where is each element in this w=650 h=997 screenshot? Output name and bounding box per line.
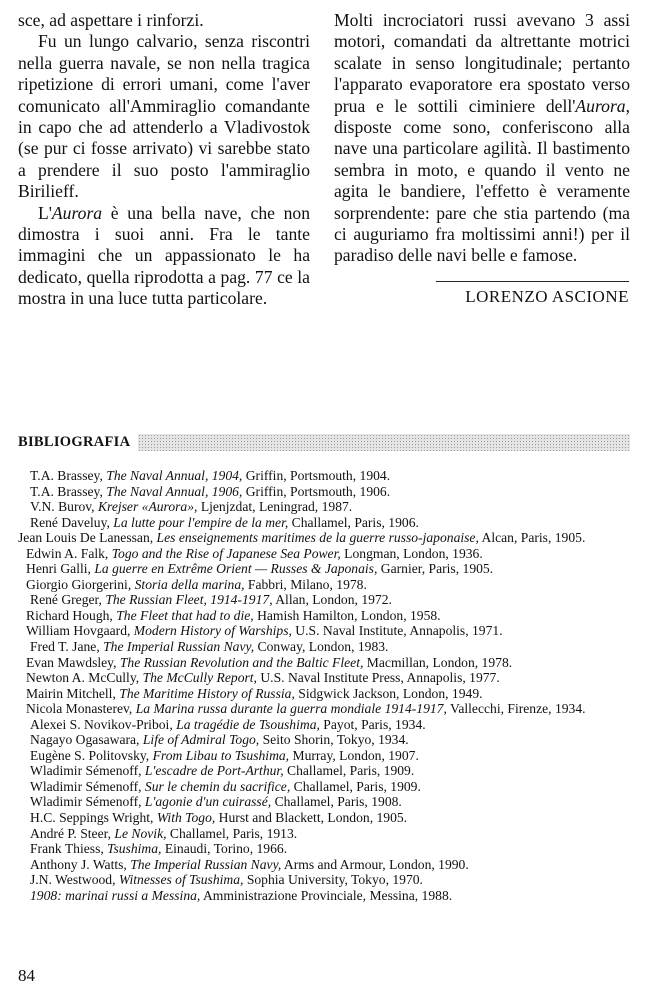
entry-title: 1908: marinai russi a Messina, bbox=[30, 887, 201, 903]
entry-author: T.A. Brassey, bbox=[30, 483, 107, 499]
entry-publication: Griffin, Portsmouth, 1906. bbox=[242, 483, 391, 499]
entry-title: Life of Admiral Togo, bbox=[142, 732, 260, 748]
entry-title: From Libau to Tsushima, bbox=[152, 747, 290, 763]
bibliography-entry bbox=[18, 623, 630, 639]
entry-title: La guerre en Extrême Orient — Russes & Japonais, bbox=[94, 561, 378, 577]
bibliography-entry bbox=[18, 826, 630, 842]
entry-publication: Allan, London, 1972. bbox=[272, 592, 392, 608]
entry-author: J.N. Westwood, bbox=[30, 872, 119, 888]
entry-author: Evan Mawdsley, bbox=[26, 654, 120, 670]
entry-title: L'agonie d'un cuirassé, bbox=[144, 794, 272, 810]
entry-publication: Challamel, Paris, 1909. bbox=[283, 763, 415, 779]
bibliography-entry bbox=[18, 763, 630, 779]
text-column-right bbox=[334, 10, 630, 267]
entry-author: Wladimir Sémenoff, bbox=[30, 794, 145, 810]
entry-publication: Longman, London, 1936. bbox=[340, 545, 483, 561]
entry-title: With Togo, bbox=[156, 810, 216, 826]
bibliography-entry bbox=[18, 484, 630, 500]
entry-publication: Macmillan, London, 1978. bbox=[363, 654, 513, 670]
paragraph bbox=[334, 10, 630, 267]
entry-title: The Naval Annual, 1904, bbox=[106, 468, 243, 483]
entry-author: William Hovgaard, bbox=[26, 623, 134, 639]
entry-title: The Imperial Russian Navy, bbox=[130, 856, 282, 872]
entry-title: Togo and the Rise of Japanese Sea Power, bbox=[111, 545, 341, 561]
entry-title: Les enseignements maritimes de la guerre russo-japonaise, bbox=[156, 530, 479, 546]
entry-publication: Amministrazione Provinciale, Messina, 1988. bbox=[200, 887, 453, 903]
ship-name: Aurora bbox=[51, 202, 103, 223]
entry-author: Richard Hough, bbox=[26, 607, 117, 623]
paragraph: Fu un lungo calvario, senza riscontri nella guerra navale, se non nella tragica ripetizione di errori umani, come l'aver comunicato all'Ammiraglio comandante in capo che ad attenderlo a Vladivostok (se pur ci fosse arrivato) vi sarebbe stato a prendere il suo posto l'ammiraglio Birilieff. bbox=[18, 31, 310, 202]
text-run: , disposte come sono, conferiscono alla nave una particolare agilità. Il bastimento sembra in moto, e quando il vento ne agita le bandiere, l'effetto è veramente sorprendente: pare che stia partendo (ma ci auguriamo fra moltissimi anni!) per il paradiso delle navi belle e famose. bbox=[334, 95, 630, 266]
entry-title: The Imperial Russian Navy, bbox=[103, 639, 255, 655]
bibliography-list bbox=[18, 468, 630, 903]
entry-publication: Challamel, Paris, 1913. bbox=[166, 825, 298, 841]
entry-title: La lutte pour l'empire de la mer, bbox=[113, 514, 289, 530]
entry-publication: U.S. Naval Institute Press, Annapolis, 1977. bbox=[256, 670, 500, 686]
entry-author: Nicola Monasterev, bbox=[26, 701, 136, 717]
bibliography-entry bbox=[18, 779, 630, 795]
entry-author: Nagayo Ogasawara, bbox=[30, 732, 143, 748]
entry-author: Frank Thiess, bbox=[30, 841, 108, 857]
bibliography-entry bbox=[18, 686, 630, 702]
bibliography-entry bbox=[18, 670, 630, 686]
entry-publication: Conway, London, 1983. bbox=[254, 639, 389, 655]
entry-author: Alexei S. Novikov-Priboi, bbox=[30, 716, 177, 732]
entry-author: André P. Steer, bbox=[30, 825, 115, 841]
bibliography-entry bbox=[18, 546, 630, 562]
entry-author: René Daveluy, bbox=[30, 514, 114, 530]
entry-publication: U.S. Naval Institute, Annapolis, 1971. bbox=[291, 623, 503, 639]
bibliography-entry bbox=[18, 748, 630, 764]
heading-shaded-bar bbox=[138, 434, 630, 451]
bibliography-entry bbox=[18, 655, 630, 671]
entry-title: La Marina russa durante la guerra mondiale 1914-1917, bbox=[135, 701, 447, 717]
entry-title: The Maritime History of Russia, bbox=[119, 685, 295, 701]
bibliography-entry bbox=[18, 701, 630, 717]
bibliography-entry bbox=[18, 794, 630, 810]
paragraph: sce, ad aspettare i rinforzi. bbox=[18, 10, 204, 30]
entry-author: Wladimir Sémenoff, bbox=[30, 778, 145, 794]
entry-publication: Challamel, Paris, 1909. bbox=[290, 778, 421, 794]
entry-publication: Sophia University, Tokyo, 1970. bbox=[243, 872, 423, 888]
ship-name: Aurora bbox=[575, 95, 626, 116]
entry-author: Anthony J. Watts, bbox=[30, 856, 131, 872]
bibliography-entry bbox=[18, 888, 630, 904]
entry-publication: Alcan, Paris, 1905. bbox=[478, 530, 586, 546]
text-run: è una bella nave, che non dimostra i suoi anni. Fra le tante immagini che un appassionato le ha dedicato, quella riprodotta a pag. 77 ce la mostra in una luce tutta particolare. bbox=[18, 202, 310, 309]
bibliography-entry bbox=[18, 577, 630, 593]
entry-title: Sur le chemin du sacrifice, bbox=[144, 778, 291, 794]
bibliography-entry bbox=[18, 810, 630, 826]
page-number: 84 bbox=[18, 966, 35, 985]
entry-publication: Griffin, Portsmouth, 1904. bbox=[242, 468, 391, 483]
entry-title: L'escadre de Port-Arthur, bbox=[144, 763, 284, 779]
entry-author: Giorgio Giorgerini, bbox=[26, 576, 135, 592]
entry-author: René Greger, bbox=[30, 592, 106, 608]
entry-title: Storia della marina, bbox=[134, 576, 245, 592]
bibliography-entry bbox=[18, 841, 630, 857]
entry-author: Wladimir Sémenoff, bbox=[30, 763, 145, 779]
bibliography-entry bbox=[18, 592, 630, 608]
entry-title: Witnesses of Tsushima, bbox=[118, 872, 244, 888]
entry-title: The Russian Fleet, 1914-1917, bbox=[105, 592, 273, 608]
bibliography-title: BIBLIOGRAFIA bbox=[18, 434, 131, 450]
bibliography-entry bbox=[18, 530, 630, 546]
entry-author: Mairin Mitchell, bbox=[26, 685, 120, 701]
entry-publication: Hurst and Blackett, London, 1905. bbox=[215, 810, 408, 826]
entry-publication: Sidgwick Jackson, London, 1949. bbox=[294, 685, 483, 701]
bibliography-entry bbox=[18, 608, 630, 624]
author-signature: LORENZO ASCIONE bbox=[465, 287, 629, 306]
bibliography-entry bbox=[18, 732, 630, 748]
bibliography-entry bbox=[18, 872, 630, 888]
entry-publication: Arms and Armour, London, 1990. bbox=[281, 856, 469, 872]
entry-author: Eugène S. Politovsky, bbox=[30, 747, 153, 763]
text-run: L' bbox=[38, 202, 52, 223]
paragraph bbox=[18, 203, 310, 310]
entry-title: The Fleet that had to die, bbox=[116, 607, 254, 623]
entry-author: Edwin A. Falk, bbox=[26, 545, 112, 561]
entry-title: Le Novik, bbox=[114, 825, 167, 841]
entry-publication: Hamish Hamilton, London, 1958. bbox=[253, 607, 441, 623]
entry-title: The Russian Revolution and the Baltic Fleet, bbox=[119, 654, 364, 670]
entry-publication: Seito Shorin, Tokyo, 1934. bbox=[259, 732, 409, 748]
entry-author: Henri Galli, bbox=[26, 561, 95, 577]
entry-title: Krejser «Aurora», bbox=[97, 499, 198, 515]
bibliography-entry bbox=[18, 468, 630, 484]
bibliography-entry bbox=[18, 499, 630, 515]
entry-publication: Ljenjzdat, Leningrad, 1987. bbox=[197, 499, 353, 515]
entry-title: The Naval Annual, 1906, bbox=[106, 483, 243, 499]
signature-rule bbox=[436, 281, 629, 282]
entry-author: V.N. Burov, bbox=[30, 499, 98, 515]
entry-author: T.A. Brassey, bbox=[30, 468, 107, 483]
entry-publication: Vallecchi, Firenze, 1934. bbox=[446, 701, 586, 717]
entry-author: Fred T. Jane, bbox=[30, 639, 104, 655]
entry-title: The McCully Report, bbox=[142, 670, 257, 686]
entry-publication: Challamel, Paris, 1908. bbox=[271, 794, 402, 810]
bibliography-entry bbox=[18, 717, 630, 733]
bibliography-entry bbox=[18, 639, 630, 655]
text-run: Molti incrociatori russi avevano 3 assi motori, comandati da altrettante motrici scalate in senso longitudinale; pertanto l'apparato evaporatore era spostato verso prua e le sottili ciminiere dell' bbox=[334, 10, 630, 116]
entry-title: Tsushima, bbox=[107, 841, 162, 857]
bibliography-entry bbox=[18, 857, 630, 873]
entry-publication: Einaudi, Torino, 1966. bbox=[161, 841, 288, 857]
entry-author: Newton A. McCully, bbox=[26, 670, 143, 686]
entry-publication: Garnier, Paris, 1905. bbox=[377, 561, 494, 577]
entry-publication: Payot, Paris, 1934. bbox=[319, 716, 426, 732]
bibliography-entry bbox=[18, 561, 630, 577]
entry-author: H.C. Seppings Wright, bbox=[30, 810, 157, 826]
text-column-left bbox=[18, 10, 310, 310]
entry-publication: Murray, London, 1907. bbox=[289, 747, 419, 763]
entry-title: Modern History of Warships, bbox=[133, 623, 292, 639]
bibliography-heading bbox=[18, 433, 630, 452]
entry-publication: Challamel, Paris, 1906. bbox=[288, 514, 419, 530]
entry-publication: Fabbri, Milano, 1978. bbox=[244, 576, 367, 592]
entry-title: La tragédie de Tsoushima, bbox=[176, 716, 320, 732]
bibliography-entry bbox=[18, 515, 630, 531]
entry-author: Jean Louis De Lanessan, bbox=[18, 530, 157, 546]
